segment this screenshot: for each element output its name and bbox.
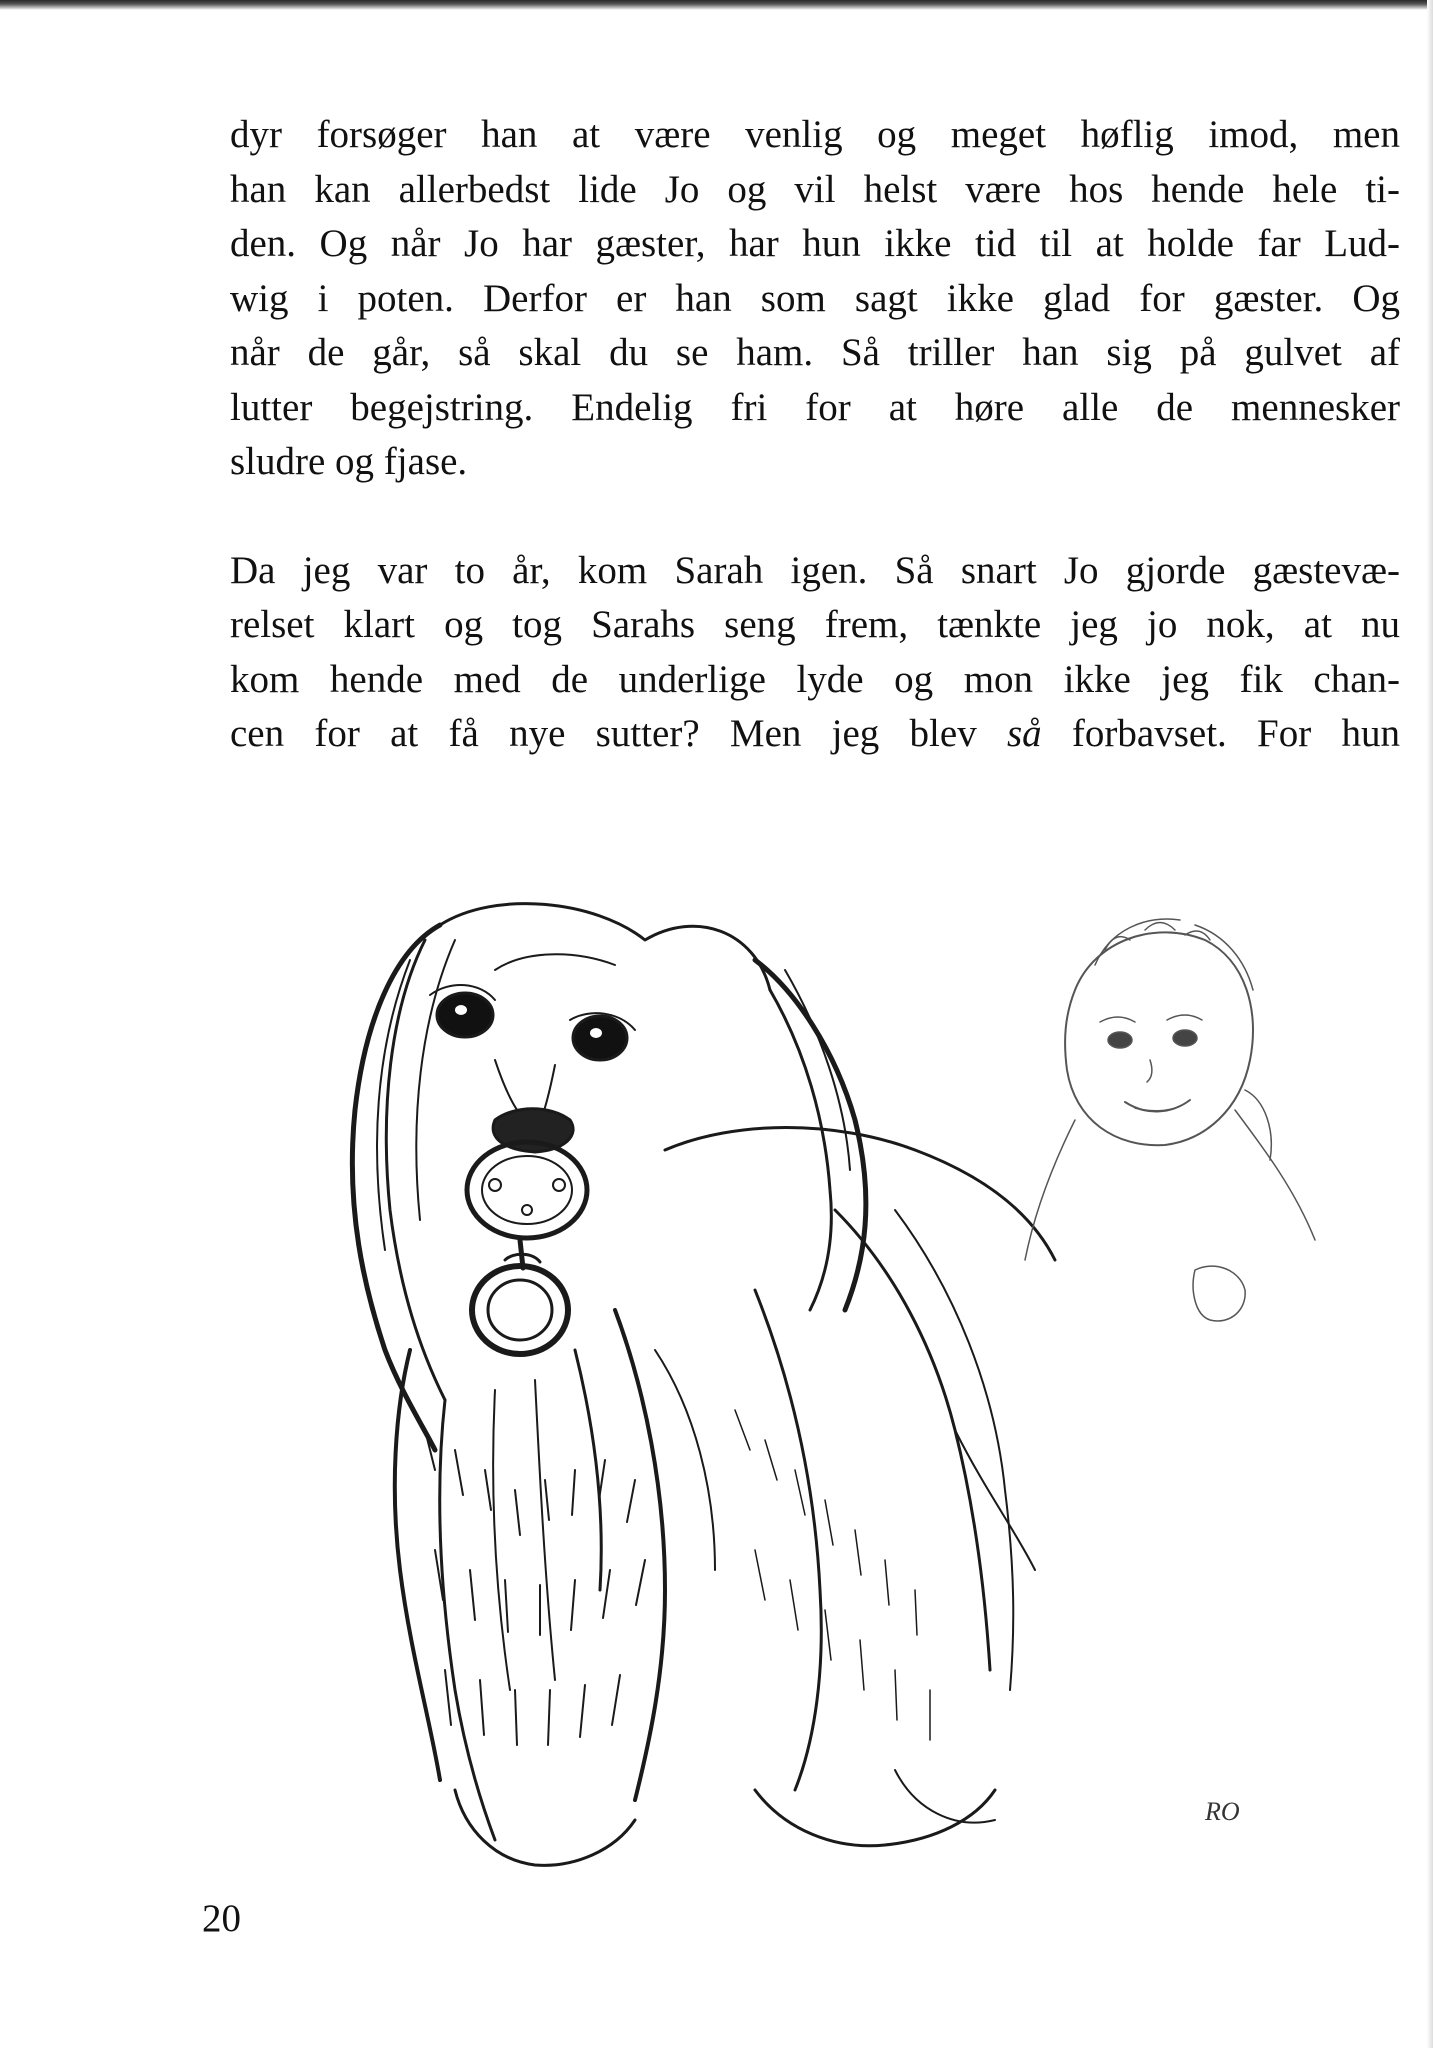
page-right-edge [1427, 0, 1433, 2048]
artist-signature: RO [1205, 1797, 1240, 1826]
text-line: kom hende med de underlige lyde og mon ikke jeg fik chan- [230, 657, 1400, 701]
page-number: 20 [202, 1897, 241, 1940]
dog-with-pacifier-and-baby-illustration [195, 790, 1410, 1890]
text-line: Da jeg var to år, kom Sarah igen. Så snart Jo gjorde gæstevæ- [230, 548, 1400, 592]
paragraph-1 [230, 108, 1400, 490]
text-line: relset klart og tog Sarahs seng frem, tænkte jeg jo nok, at nu [230, 603, 1400, 646]
emphasis-text: så [1006, 712, 1042, 755]
text-line: når de går, så skal du se ham. Så triller han sig på gulvet af [230, 331, 1400, 374]
text-segment: forbavset. For hun [1041, 712, 1400, 755]
pacifier-sketch [467, 1142, 587, 1354]
dog-sketch [352, 904, 1055, 1866]
text-line: wig i poten. Derfor er han som sagt ikke glad for gæster. Og [230, 276, 1400, 320]
body-text [230, 108, 1400, 762]
text-line-last [230, 707, 1400, 762]
text-line: han kan allerbedst lide Jo og vil helst være hos hende hele ti- [230, 167, 1400, 211]
text-line: lutter begejstring. Endelig fri for at høre alle de mennesker [230, 385, 1400, 429]
baby-sketch [1025, 919, 1315, 1321]
text-line: den. Og når Jo har gæster, har hun ikke tid til at holde far Lud- [230, 222, 1400, 265]
text-line: dyr forsøger han at være venlig og meget høflig imod, men [230, 113, 1400, 156]
paragraph-2 [230, 544, 1400, 762]
text-line-last: sludre og fjase. [230, 440, 468, 483]
text-segment: cen for at få nye sutter? Men jeg blev [230, 712, 1007, 755]
page-top-edge [0, 0, 1433, 10]
